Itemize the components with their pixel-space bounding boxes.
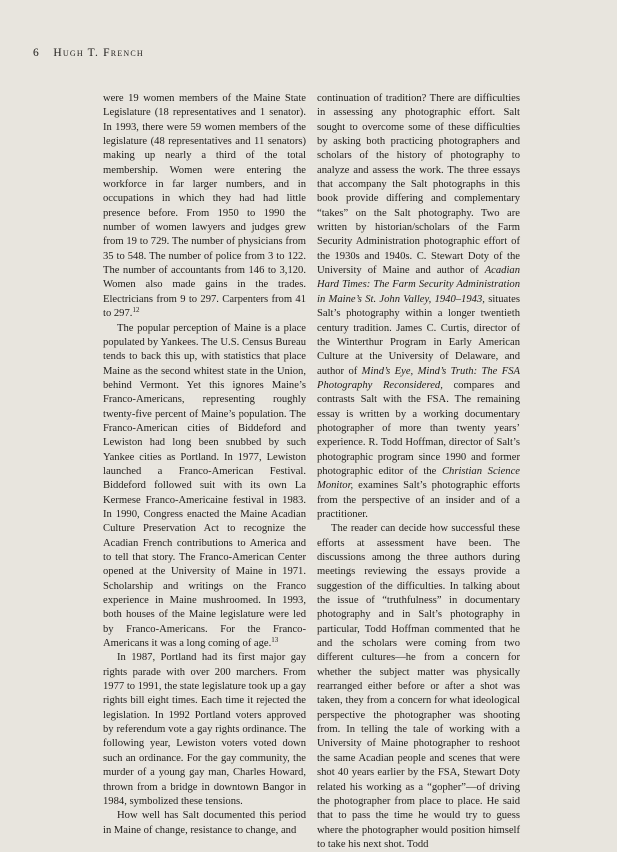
footnote-ref: 13	[271, 636, 279, 645]
page-number: 6	[33, 47, 40, 59]
paragraph: were 19 women members of the Maine State Legislature (18 representatives and 1 senator). In 1993, there were 59 women members of the legislature (48 representatives and 11 senators) making up nearly a third of the total membership. Women were entering the workforce in far larger numbers, and in occupations in which they had had little presence before. From 1950 to 1990 the number of women lawyers and judges grew from 19 to 729. The number of physicians from 35 to 548. The number of police from 3 to 122. The number of accountants from 146 to 3,120. Women also made gains in the trades. Electricians from 9 to 297. Carpenters from 41 to 297.12	[103, 93, 306, 320]
paragraph: continuation of tradition? There are difficulties in assessing any photographic effort. Salt sought to overcome some of these difficulties by asking both practicing photographers and scholars of the history of photography to analyze and assess the work. The three essays that accompany the Salt photographs in this book provide differing and complementary “takes” on the Salt photography. Two are written by historian/scholars of the Farm Security Administration photographic effort of the 1930s and 1940s. C. Stewart Doty of the University of Maine and author of Acadian Hard Times: The Farm Security Administration in Maine’s St. John Valley, 1940–1943, situates Salt’s photography within a longer twentieth century tradition. James C. Curtis, director of the Winterthur Program in Early American Culture at the University of Delaware, and author of Mind’s Eye, Mind’s Truth: The FSA Photography Reconsidered, compares and contrasts Salt with the FSA. The remaining essay is written by a working documentary photographer of more than twenty years’ experience. R. Todd Hoffman, director of Salt’s photographic program since 1990 and former photographic editor of the Christian Science Monitor, examines Salt’s photographic efforts from the perspective of an insider and of a practitioner.	[317, 93, 520, 520]
paragraph: The popular perception of Maine is a place populated by Yankees. The U.S. Census Bureau tends to back this up, with statistics that place Maine as the second whitest state in the Union, behind Vermont. Yet this ignores Maine’s Franco-Americans, representing roughly twenty-five percent of Maine’s population. The Franco-American cities of Biddeford and Lewiston had long been snubbed by such Yankee cities as Portland. In 1977, Lewiston launched a Franco-American Festival. Biddeford followed suit with its own La Kermese Franco-Americaine festival in 1983. In 1990, Congress enacted the Maine Acadian Culture Preservation Act to recognize the Acadian French contributions to America and to tell that story. The Franco-American Center opened at the University of Maine in 1971. Scholarship and writings on the Franco experience in Maine mushroomed. In 1993, both houses of the Maine legislature were led by Franco-Americans. For the Franco-Americans it was a long coming of age.$^{13}$	[103, 322, 306, 650]
left-text-column	[103, 92, 306, 838]
running-header-author: Hugh T. French	[53, 47, 144, 59]
running-header	[33, 47, 144, 59]
paragraph: In 1987, Portland had its first major gay rights parade with over 200 marchers. From 1977 to 1991, the state legislature took up a gay rights bill eight times. Each time it rejected the legislation. In 1992 Portland voters approved by referendum vote a gay rights ordinance. The following year, Lewiston voters voted down such an ordinance. For the gay community, the murder of a young gay man, Charles Howard, thrown from a bridge in downtown Bangor in 1984, symbolized these tensions.	[103, 652, 307, 807]
book-title: Acadian Hard Times: The Farm Security Administration in Maine’s St. John Valley, 1940–1943,	[317, 265, 520, 305]
footnote-ref: 12	[132, 306, 140, 315]
paragraph: The reader can decide how successful these efforts at assessment have been. The discussions among the three authors during meetings reviewing the essays provide a suggestion of the difficulties. In talking about the issue of “truthfulness” in documentary photography and in Salt’s photography in particular, Todd Hoffman commented that he and the scholars were coming from two different cultures—he from a concern for whether the subject matter was physically rearranged either before or after a shot was taken, they from a concern for what ideological perspective the photographer was shooting from. In telling the tale of working with a University of Maine photographer to reshoot the same Acadian people and scenes that were shot 40 years earlier by the FSA, Stewart Doty related his working as a “gopher”—of driving the photographer from place to place. He said that to pass the time he would try to guess where the photographer would position himself to take his next shot. Todd	[317, 523, 520, 850]
publication-title: Christian Science Monitor,	[317, 465, 520, 492]
right-text-column	[317, 92, 520, 852]
paragraph: How well has Salt documented this period in Maine of change, resistance to change, and	[103, 810, 306, 836]
book-title: Mind’s Eye, Mind’s Truth: The FSA Photography Reconsidered,	[317, 365, 520, 391]
